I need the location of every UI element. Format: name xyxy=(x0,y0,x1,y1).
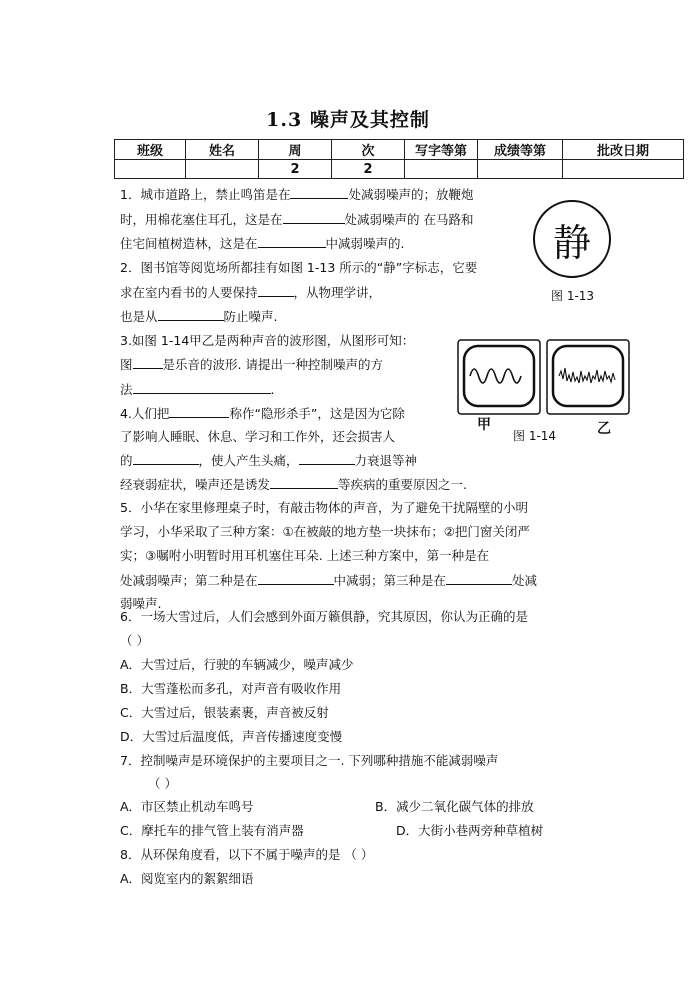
answer-blank[interactable] xyxy=(446,571,512,585)
cell-name xyxy=(186,160,259,179)
q5-line-2: 学习，小华采取了三种方案：①在被敲的地方垫一块抹布；②把门窗关闭严 xyxy=(120,524,530,539)
header-writing-grade: 写字等第 xyxy=(405,140,478,160)
answer-blank[interactable] xyxy=(133,355,163,369)
q6-option-c[interactable]: C．大雪过后，银装素裹，声音被反射 xyxy=(120,705,329,720)
page-title: 1.3 噪声及其控制 xyxy=(266,109,430,131)
cell-score-grade xyxy=(478,160,563,179)
header-session: 次 xyxy=(332,140,405,160)
answer-blank[interactable] xyxy=(258,234,326,248)
q1-line-1: 1．城市道路上，禁止鸣笛是在 处减弱噪声的；放鞭炮 xyxy=(120,187,474,202)
q2-line-2: 求在室内看书的人要保持 ，从物理学讲， xyxy=(120,285,382,300)
q6-answer-paren[interactable]: （ ） xyxy=(120,633,149,648)
oscilloscope-jia-icon xyxy=(458,340,540,414)
figure-1-14-caption: 图 1-14 xyxy=(513,429,557,443)
answer-blank[interactable] xyxy=(290,185,348,199)
answer-blank[interactable] xyxy=(258,283,294,297)
q3-line-2: 图 是乐音的波形. 请提出一种控制噪声的方 xyxy=(120,357,383,372)
cell-writing-grade xyxy=(405,160,478,179)
label-yi: 乙 xyxy=(597,421,611,437)
q6-option-a[interactable]: A．大雪过后，行驶的车辆减少，噪声减少 xyxy=(120,657,354,672)
header-review-date: 批改日期 xyxy=(563,140,684,160)
answer-blank[interactable] xyxy=(299,451,355,465)
q4-line-3: 的 ，使人产生头痛， 力衰退等神 xyxy=(120,453,418,468)
answer-blank[interactable] xyxy=(169,404,229,418)
q4-line-2: 了影响人睡眠、休息、学习和工作外，还会损害人 xyxy=(120,429,396,444)
q5-line-4: 处减弱噪声；第二种是在 中减弱；第三种是在 处减 xyxy=(120,573,538,588)
q1-line-3: 住宅间植树造林，这是在 中减弱噪声的. xyxy=(120,236,405,251)
info-table xyxy=(114,139,684,179)
q7-option-c[interactable]: C．摩托车的排气管上装有消声器 xyxy=(120,823,304,838)
answer-blank[interactable] xyxy=(270,475,338,489)
q3-line-1: 3.如图 1-14甲乙是两种声音的波形图，从图形可知： xyxy=(120,333,415,348)
q4-line-1: 4.人们把 称作“隐形杀手”，这是因为它除 xyxy=(120,406,405,421)
header-week: 周 xyxy=(259,140,332,160)
q8-option-a[interactable]: A．阅览室内的絮絮细语 xyxy=(120,871,254,886)
q5-line-1: 5．小华在家里修理桌子时，有敲击物体的声音，为了避免干扰隔壁的小明 xyxy=(120,500,528,515)
cell-week: 2 xyxy=(259,160,332,179)
header-name: 姓名 xyxy=(186,140,259,160)
answer-blank[interactable] xyxy=(158,307,224,321)
q6-option-b[interactable]: B．大雪蓬松而多孔，对声音有吸收作用 xyxy=(120,681,342,696)
answer-blank[interactable] xyxy=(258,571,334,585)
header-score-grade: 成绩等第 xyxy=(478,140,563,160)
q7-answer-paren[interactable]: （ ） xyxy=(148,776,177,791)
q3-line-3: 法 . xyxy=(120,382,275,397)
q6-option-d[interactable]: D．大雪过后温度低，声音传播速度变慢 xyxy=(120,729,343,744)
cell-session: 2 xyxy=(332,160,405,179)
q1-line-2: 时，用棉花塞住耳孔，这是在 处减弱噪声的 在马路和 xyxy=(120,212,474,227)
table-header-row xyxy=(115,140,684,160)
q8-stem: 8．从环保角度看，以下不属于噪声的是 （ ） xyxy=(120,847,374,862)
q2-line-1: 2．图书馆等阅览场所都挂有如图 1-13 所示的“静”字标志，它要 xyxy=(120,260,478,275)
q5-line-3: 实；③嘱咐小明暂时用耳机塞住耳朵. 上述三种方案中，第一种是在 xyxy=(120,548,490,563)
cell-review-date xyxy=(563,160,684,179)
figure-1-13-caption: 图 1-13 xyxy=(551,289,595,303)
oscilloscope-yi-icon xyxy=(547,340,629,414)
answer-blank[interactable] xyxy=(133,380,271,394)
q6-stem: 6．一场大雪过后，人们会感到外面万籁俱静，究其原因，你认为正确的是 xyxy=(120,609,528,624)
answer-blank[interactable] xyxy=(283,210,345,224)
q7-option-a[interactable]: A．市区禁止机动车鸣号 xyxy=(120,799,254,814)
q7-stem: 7．控制噪声是环境保护的主要项目之一. 下列哪种措施不能减弱噪声 xyxy=(120,753,499,768)
header-class: 班级 xyxy=(115,140,186,160)
q2-line-3: 也是从 防止噪声. xyxy=(120,309,278,324)
q4-line-4: 经衰弱症状，噪声还是诱发 等疾病的重要原因之一. xyxy=(120,477,467,492)
answer-blank[interactable] xyxy=(133,451,199,465)
q5-line-5: 弱噪声. xyxy=(120,596,162,611)
q7-option-d[interactable]: D．大街小巷两旁种草植树 xyxy=(396,823,544,838)
label-jia: 甲 xyxy=(477,417,491,433)
table-row xyxy=(115,160,684,179)
q7-option-b[interactable]: B．减少二氧化碳气体的排放 xyxy=(375,799,534,814)
cell-class xyxy=(115,160,186,179)
quiet-sign-icon: 静 xyxy=(533,200,611,278)
